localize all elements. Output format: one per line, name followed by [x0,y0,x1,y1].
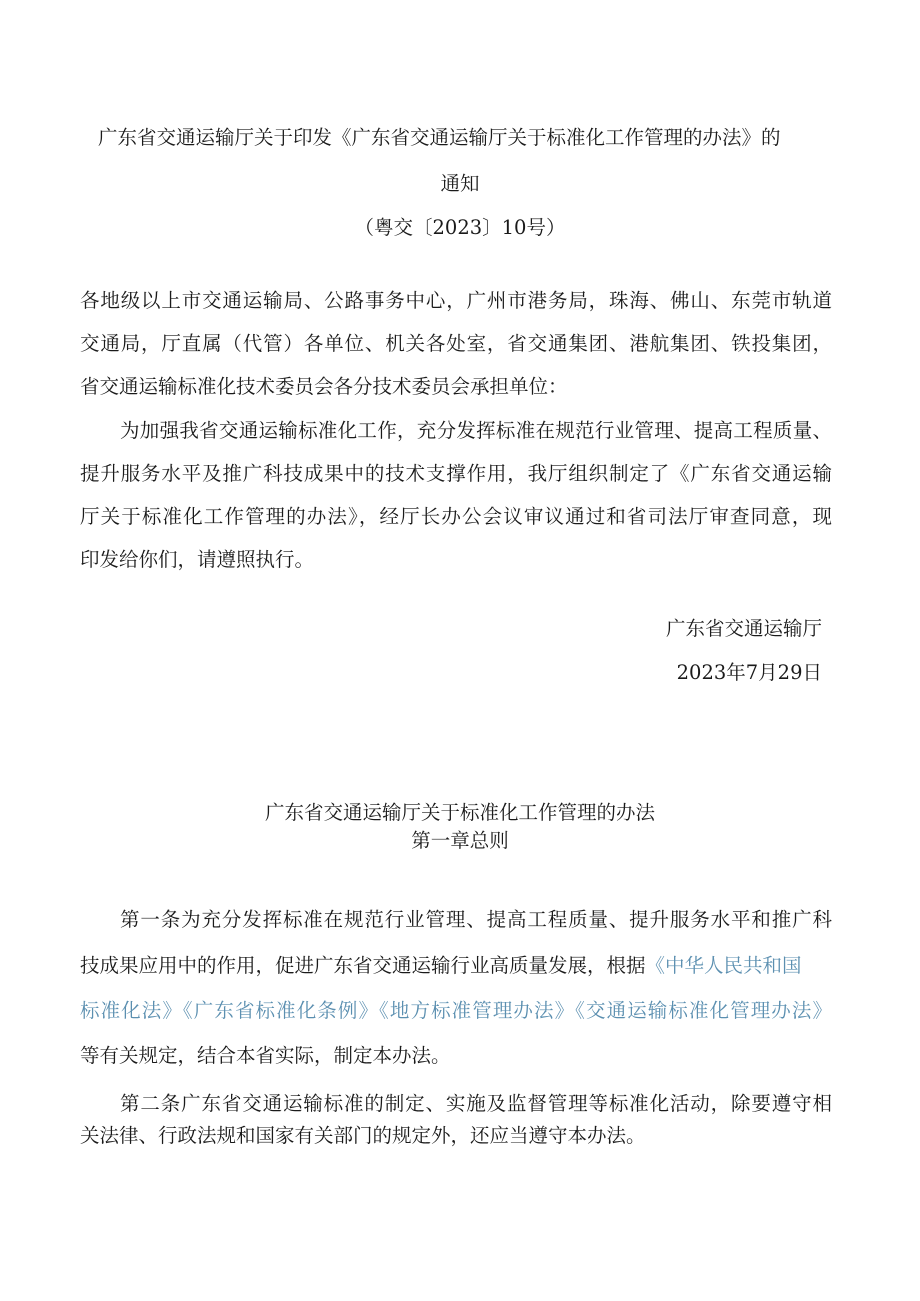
chapter-title: 第一章总则 [411,829,509,852]
recipients-line-3: 省交通运输标准化技术委员会各分技术委员会承担单位： [80,375,568,398]
notice-title-line-2: 通知 [440,172,480,195]
body-line-3: 厅关于标准化工作管理的办法》，经厅长办公会议审议通过和省司法厅审查同意，现 [80,505,832,528]
article-2-line-2: 关法律、行政法规和国家有关部门的规定外，还应当遵守本办法。 [80,1124,646,1147]
body-line-1: 为加强我省交通运输标准化工作，充分发挥标准在规范行业管理、提高工程质量、 [120,419,832,442]
notice-title-line-1: 广东省交通运输厅关于印发《广东省交通运输厅关于标准化工作管理的办法》的 [98,126,781,149]
article-1-line-4: 等有关规定，结合本省实际，制定本办法。 [80,1044,451,1067]
law-references-link[interactable]: 标准化法》《广东省标准化条例》《地方标准管理办法》《交通运输标准化管理办法》 [80,999,832,1022]
measures-title: 广东省交通运输厅关于标准化工作管理的办法 [264,801,655,824]
article-1-line-2-text: 技成果应用中的作用，促进广东省交通运输行业高质量发展，根据 [80,954,646,977]
article-1-line-1: 第一条为充分发挥标准在规范行业管理、提高工程质量、提升服务水平和推广科 [120,908,832,931]
law-reference-link[interactable]: 《中华人民共和国 [645,954,802,977]
article-1-line-2 [80,952,802,980]
body-line-4: 印发给你们，请遵照执行。 [80,548,315,571]
article-2-line-1: 第二条广东省交通运输标准的制定、实施及监督管理等标准化活动，除要遵守相 [120,1092,832,1115]
body-line-2: 提升服务水平及推广科技成果中的技术支撑作用，我厅组织制定了《广东省交通运输 [80,462,832,485]
notice-doc-number: （粤交〔2023〕10号） [354,216,566,239]
recipients-line-2: 交通局，厅直属（代管）各单位、机关各处室，省交通集团、港航集团、铁投集团， [80,332,832,355]
date: 2023年7月29日 [676,661,822,684]
recipients-line-1: 各地级以上市交通运输局、公路事务中心，广州市港务局，珠海、佛山、东莞市轨道 [80,289,832,312]
signature: 广东省交通运输厅 [665,617,822,640]
